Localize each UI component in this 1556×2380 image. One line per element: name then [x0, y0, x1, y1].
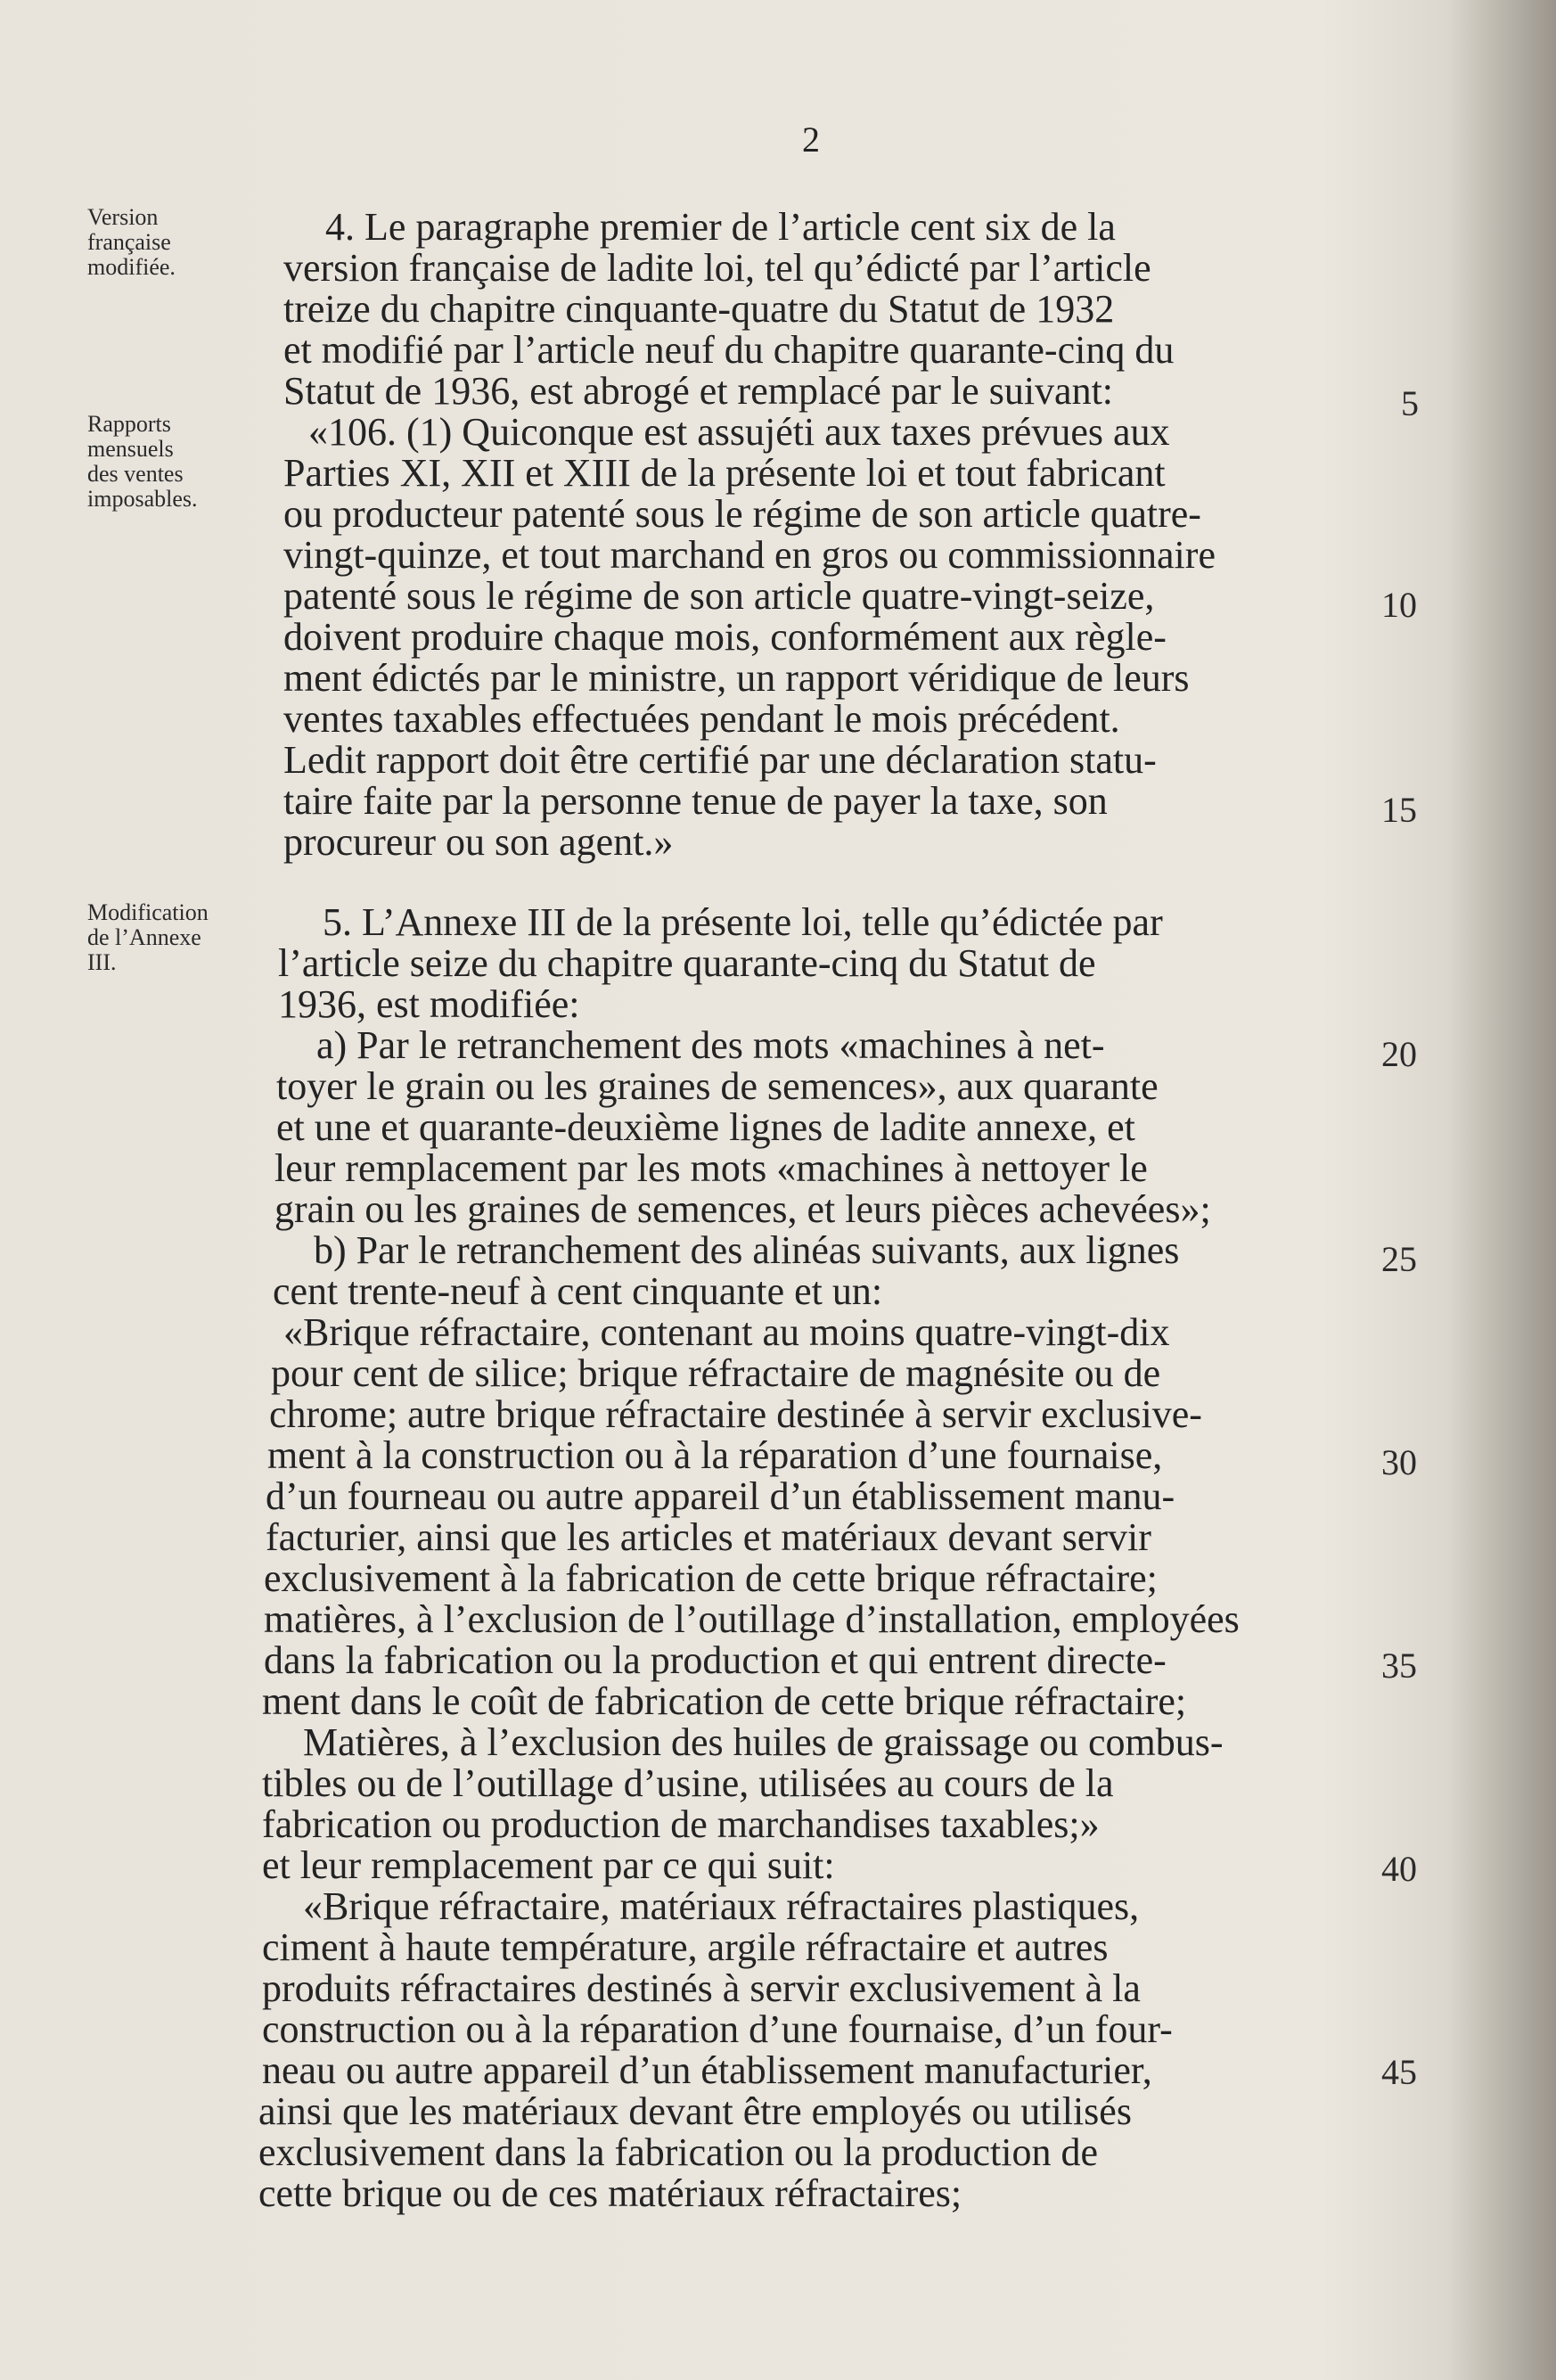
- text-line: et leur remplacement par ce qui suit:: [262, 1843, 835, 1887]
- margin-note-version-francaise: Version française modifiée.: [87, 204, 176, 280]
- text-line: «Brique réfractaire, contenant au moins quatre-vingt-dix: [283, 1310, 1170, 1354]
- text-line: grain ou les graines de semences, et leurs pièces achevées»;: [274, 1187, 1211, 1231]
- text-line: «106. (1) Quiconque est assujéti aux taxes prévues aux: [308, 410, 1170, 454]
- text-line: 1936, est modifiée:: [278, 982, 580, 1026]
- text-line: «Brique réfractaire, matériaux réfractaires plastiques,: [303, 1884, 1140, 1928]
- text-line: dans la fabrication ou la production et qui entrent directe-: [264, 1638, 1167, 1682]
- text-line: Statut de 1936, est abrogé et remplacé par le suivant:: [283, 369, 1114, 413]
- text-line: 5. L’Annexe III de la présente loi, telle qu’édictée par: [323, 900, 1163, 944]
- text-line: ventes taxables effectuées pendant le mois précédent.: [283, 697, 1120, 741]
- text-line: ainsi que les matériaux devant être employés ou utilisés: [258, 2089, 1132, 2133]
- text-line: ou producteur patenté sous le régime de son article quatre-: [283, 492, 1201, 536]
- line-number: 40: [1381, 1849, 1417, 1889]
- line-number: 45: [1381, 2052, 1417, 2092]
- text-line: vingt-quinze, et tout marchand en gros ou commissionnaire: [283, 533, 1216, 577]
- margin-note-modification-annexe: Modification de l’Annexe III.: [87, 899, 209, 975]
- text-line: a) Par le retranchement des mots «machines à net-: [316, 1023, 1105, 1067]
- text-line: tibles ou de l’outillage d’usine, utilisées au cours de la: [262, 1761, 1114, 1805]
- text-line: fabrication ou production de marchandises taxables;»: [262, 1802, 1100, 1846]
- line-number: 10: [1381, 585, 1417, 625]
- text-line: exclusivement à la fabrication de cette brique réfractaire;: [264, 1556, 1158, 1600]
- margin-note-rapports-mensuels: Rapports mensuels des ventes imposables.: [87, 411, 198, 512]
- text-line: taire faite par la personne tenue de payer la taxe, son: [283, 779, 1108, 823]
- line-number: 20: [1381, 1034, 1417, 1074]
- line-number: 35: [1381, 1645, 1417, 1686]
- text-line: doivent produire chaque mois, conformément aux règle-: [283, 615, 1167, 659]
- line-number: 15: [1381, 790, 1417, 830]
- text-line: chrome; autre brique réfractaire destinée à servir exclusive-: [269, 1392, 1202, 1436]
- text-line: facturier, ainsi que les articles et matériaux devant servir: [266, 1515, 1151, 1559]
- line-number: 25: [1381, 1239, 1417, 1279]
- text-line: procureur ou son agent.»: [283, 820, 674, 864]
- text-line: exclusivement dans la fabrication ou la production de: [258, 2130, 1099, 2174]
- text-line: et modifié par l’article neuf du chapitre quarante-cinq du: [283, 328, 1175, 372]
- text-line: leur remplacement par les mots «machines à nettoyer le: [274, 1146, 1148, 1190]
- text-line: d’un fourneau ou autre appareil d’un établissement manu-: [266, 1474, 1175, 1518]
- text-line: treize du chapitre cinquante-quatre du Statut de 1932: [283, 287, 1115, 331]
- text-line: produits réfractaires destinés à servir exclusivement à la: [262, 1966, 1141, 2010]
- text-line: 4. Le paragraphe premier de l’article cent six de la: [325, 205, 1116, 249]
- text-line: l’article seize du chapitre quarante-cinq du Statut de: [278, 941, 1096, 985]
- text-line: toyer le grain ou les graines de semences», aux quarante: [276, 1064, 1159, 1108]
- line-number: 30: [1381, 1442, 1417, 1482]
- page-number: 2: [802, 119, 820, 160]
- text-line: ciment à haute température, argile réfractaire et autres: [262, 1925, 1109, 1969]
- line-number: 5: [1401, 383, 1419, 423]
- text-line: patenté sous le régime de son article quatre-vingt-seize,: [283, 574, 1155, 618]
- text-line: et une et quarante-deuxième lignes de ladite annexe, et: [276, 1105, 1135, 1149]
- text-line: Ledit rapport doit être certifié par une déclaration statu-: [283, 738, 1157, 782]
- text-line: Matières, à l’exclusion des huiles de graissage ou combus-: [303, 1720, 1224, 1764]
- text-line: matières, à l’exclusion de l’outillage d’installation, employées: [264, 1597, 1240, 1641]
- text-line: ment à la construction ou à la réparation d’une fournaise,: [267, 1433, 1163, 1477]
- text-line: construction ou à la réparation d’une fournaise, d’un four-: [262, 2007, 1173, 2051]
- text-line: neau ou autre appareil d’un établissement manufacturier,: [262, 2048, 1152, 2092]
- text-line: version française de ladite loi, tel qu’édicté par l’article: [283, 246, 1151, 290]
- text-line: pour cent de silice; brique réfractaire de magnésite ou de: [271, 1351, 1161, 1395]
- text-line: cette brique ou de ces matériaux réfractaires;: [258, 2171, 962, 2215]
- text-line: ment édictés par le ministre, un rapport véridique de leurs: [283, 656, 1190, 700]
- text-line: b) Par le retranchement des alinéas suivants, aux lignes: [314, 1228, 1180, 1272]
- text-line: cent trente-neuf à cent cinquante et un:: [273, 1269, 883, 1313]
- text-line: ment dans le coût de fabrication de cette brique réfractaire;: [262, 1679, 1187, 1723]
- text-line: Parties XI, XII et XIII de la présente loi et tout fabricant: [283, 451, 1166, 495]
